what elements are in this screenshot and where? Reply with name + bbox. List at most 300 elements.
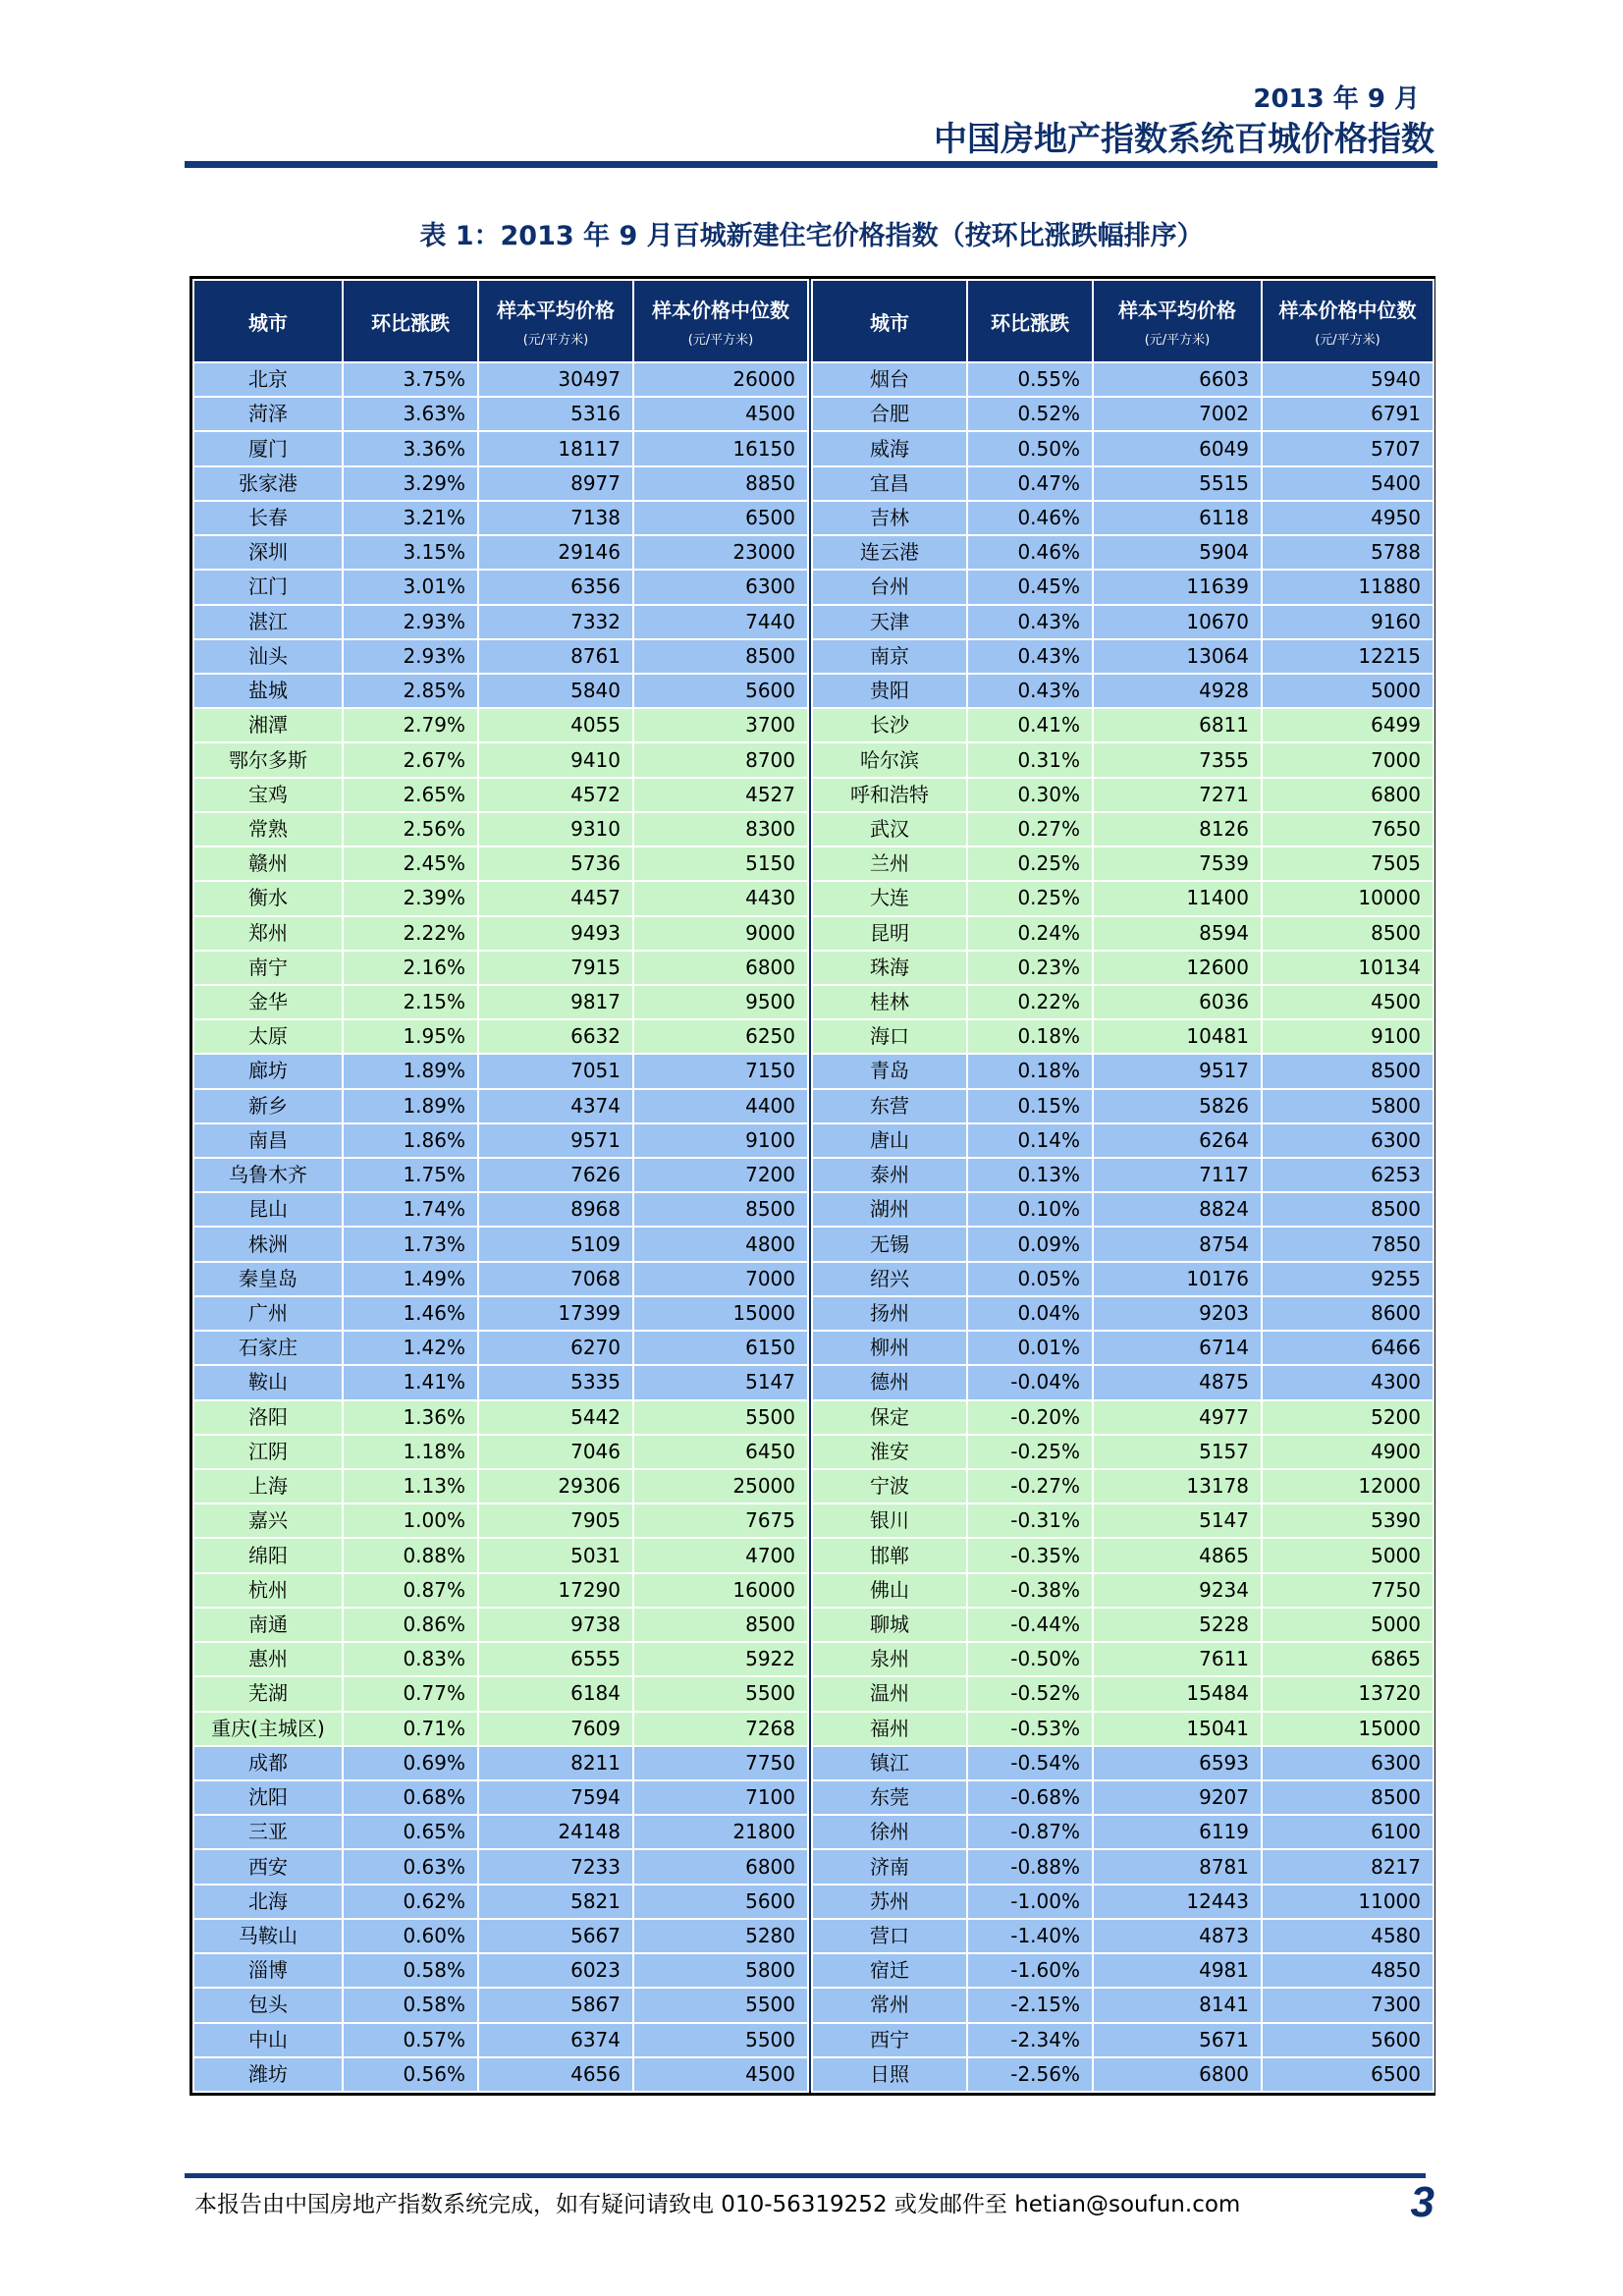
cell-avg-price: 6800: [1093, 2057, 1262, 2092]
cell-avg-price: 8968: [478, 1192, 633, 1227]
cell-city: 宿迁: [812, 1953, 967, 1988]
cell-median-price: 5400: [1262, 466, 1434, 501]
table-row: [193, 847, 1434, 881]
cell-city: 营口: [812, 1919, 967, 1953]
cell-avg-price: 11400: [1093, 881, 1262, 915]
cell-avg-price: 15484: [1093, 1676, 1262, 1711]
cell-median-price: 6150: [633, 1331, 808, 1365]
cell-median-price: 6250: [633, 1019, 808, 1054]
cell-change: 0.45%: [967, 570, 1093, 604]
cell-city: 昆明: [812, 916, 967, 951]
cell-median-price: 5147: [633, 1365, 808, 1399]
cell-change: 2.85%: [343, 674, 478, 708]
cell-change: 0.18%: [967, 1019, 1093, 1054]
cell-median-price: 5000: [1262, 674, 1434, 708]
cell-median-price: 8500: [633, 639, 808, 674]
cell-change: 2.15%: [343, 985, 478, 1019]
cell-avg-price: 5031: [478, 1538, 633, 1572]
cell-median-price: 8850: [633, 466, 808, 501]
cell-city: 东莞: [812, 1780, 967, 1815]
cell-change: -2.34%: [967, 2023, 1093, 2057]
cell-avg-price: 5840: [478, 674, 633, 708]
cell-median-price: 7750: [1262, 1573, 1434, 1608]
header-divider: [185, 161, 1437, 168]
cell-change: 2.39%: [343, 881, 478, 915]
cell-change: 0.50%: [967, 431, 1093, 465]
cell-median-price: 11880: [1262, 570, 1434, 604]
price-index-table: [189, 276, 1435, 2096]
col-header-avg-price: 样本平均价格 (元/平方米): [1093, 280, 1262, 362]
cell-avg-price: 7915: [478, 951, 633, 985]
cell-change: 0.25%: [967, 847, 1093, 881]
cell-median-price: 4700: [633, 1538, 808, 1572]
cell-avg-price: 30497: [478, 362, 633, 397]
cell-avg-price: 7002: [1093, 397, 1262, 431]
cell-median-price: 9100: [1262, 1019, 1434, 1054]
table-row: [193, 1573, 1434, 1608]
cell-median-price: 8500: [1262, 1780, 1434, 1815]
cell-change: 0.52%: [967, 397, 1093, 431]
cell-city: 淮安: [812, 1435, 967, 1469]
table-row: [193, 1503, 1434, 1538]
cell-avg-price: 5867: [478, 1988, 633, 2022]
cell-change: 0.10%: [967, 1192, 1093, 1227]
cell-avg-price: 6356: [478, 570, 633, 604]
cell-avg-price: 7117: [1093, 1158, 1262, 1192]
cell-city: 泉州: [812, 1642, 967, 1676]
cell-city: 赣州: [193, 847, 343, 881]
cell-city: 南京: [812, 639, 967, 674]
cell-city: 江阴: [193, 1435, 343, 1469]
cell-median-price: 9160: [1262, 605, 1434, 639]
cell-city: 南通: [193, 1608, 343, 1642]
cell-change: -0.44%: [967, 1608, 1093, 1642]
table-row: [193, 1158, 1434, 1192]
cell-median-price: 5600: [633, 674, 808, 708]
cell-avg-price: 5109: [478, 1227, 633, 1261]
cell-change: 1.49%: [343, 1262, 478, 1296]
cell-avg-price: 4374: [478, 1089, 633, 1123]
cell-median-price: 8300: [633, 812, 808, 847]
cell-city: 聊城: [812, 1608, 967, 1642]
cell-change: 0.23%: [967, 951, 1093, 985]
cell-change: 0.41%: [967, 708, 1093, 742]
cell-change: 0.77%: [343, 1676, 478, 1711]
cell-median-price: 13720: [1262, 1676, 1434, 1711]
table-row: [193, 1815, 1434, 1849]
cell-median-price: 6100: [1262, 1815, 1434, 1849]
cell-city: 徐州: [812, 1815, 967, 1849]
cell-median-price: 6865: [1262, 1642, 1434, 1676]
cell-city: 呼和浩特: [812, 778, 967, 812]
table-row: [193, 501, 1434, 535]
cell-change: 0.24%: [967, 916, 1093, 951]
cell-city: 鞍山: [193, 1365, 343, 1399]
cell-city: 常州: [812, 1988, 967, 2022]
cell-change: 3.21%: [343, 501, 478, 535]
cell-change: 1.13%: [343, 1469, 478, 1503]
cell-median-price: 6300: [633, 570, 808, 604]
cell-avg-price: 9817: [478, 985, 633, 1019]
cell-avg-price: 9310: [478, 812, 633, 847]
cell-change: 0.69%: [343, 1746, 478, 1780]
cell-city: 包头: [193, 1988, 343, 2022]
cell-avg-price: 5671: [1093, 2023, 1262, 2057]
col-header-change: 环比涨跌: [343, 280, 478, 362]
table-row: [193, 742, 1434, 777]
cell-city: 无锡: [812, 1227, 967, 1261]
cell-median-price: 6800: [633, 1849, 808, 1884]
cell-change: 0.15%: [967, 1089, 1093, 1123]
cell-city: 汕头: [193, 639, 343, 674]
cell-median-price: 8500: [633, 1608, 808, 1642]
cell-change: 1.18%: [343, 1435, 478, 1469]
cell-city: 厦门: [193, 431, 343, 465]
cell-city: 烟台: [812, 362, 967, 397]
cell-avg-price: 7332: [478, 605, 633, 639]
cell-avg-price: 9493: [478, 916, 633, 951]
cell-change: 2.93%: [343, 605, 478, 639]
table-row: [193, 812, 1434, 847]
cell-change: -0.50%: [967, 1642, 1093, 1676]
table-row: [193, 1400, 1434, 1435]
cell-change: -0.53%: [967, 1712, 1093, 1746]
cell-median-price: 9500: [633, 985, 808, 1019]
cell-avg-price: 5335: [478, 1365, 633, 1399]
cell-city: 银川: [812, 1503, 967, 1538]
cell-city: 佛山: [812, 1573, 967, 1608]
report-title: 中国房地产指数系统百城价格指数: [934, 120, 1434, 159]
cell-city: 郑州: [193, 916, 343, 951]
cell-city: 三亚: [193, 1815, 343, 1849]
cell-change: 0.62%: [343, 1885, 478, 1919]
table-row: [193, 605, 1434, 639]
cell-median-price: 8500: [1262, 1192, 1434, 1227]
cell-median-price: 26000: [633, 362, 808, 397]
table-row: [193, 1642, 1434, 1676]
table-row: [193, 535, 1434, 570]
cell-median-price: 8500: [1262, 916, 1434, 951]
table-row: [193, 1435, 1434, 1469]
cell-change: -1.00%: [967, 1885, 1093, 1919]
cell-city: 保定: [812, 1400, 967, 1435]
cell-avg-price: 5667: [478, 1919, 633, 1953]
cell-change: 3.29%: [343, 466, 478, 501]
cell-city: 菏泽: [193, 397, 343, 431]
cell-change: -2.15%: [967, 1988, 1093, 2022]
cell-avg-price: 13178: [1093, 1469, 1262, 1503]
cell-avg-price: 7611: [1093, 1642, 1262, 1676]
cell-change: 1.95%: [343, 1019, 478, 1054]
cell-change: 0.56%: [343, 2057, 478, 2092]
cell-city: 淄博: [193, 1953, 343, 1988]
cell-avg-price: 9203: [1093, 1296, 1262, 1331]
cell-avg-price: 10481: [1093, 1019, 1262, 1054]
cell-avg-price: 6593: [1093, 1746, 1262, 1780]
cell-city: 北海: [193, 1885, 343, 1919]
cell-median-price: 5500: [633, 1988, 808, 2022]
table-caption: 表 1：2013 年 9 月百城新建住宅价格指数（按环比涨跌幅排序）: [419, 221, 1204, 251]
cell-city: 宝鸡: [193, 778, 343, 812]
cell-median-price: 5150: [633, 847, 808, 881]
col-header-median-price: 样本价格中位数 (元/平方米): [633, 280, 808, 362]
cell-median-price: 5200: [1262, 1400, 1434, 1435]
cell-city: 成都: [193, 1746, 343, 1780]
cell-change: 0.22%: [967, 985, 1093, 1019]
cell-city: 济南: [812, 1849, 967, 1884]
table-row: [193, 639, 1434, 674]
cell-median-price: 6500: [1262, 2057, 1434, 2092]
cell-city: 江门: [193, 570, 343, 604]
table-row: [193, 1780, 1434, 1815]
cell-avg-price: 4981: [1093, 1953, 1262, 1988]
cell-median-price: 16150: [633, 431, 808, 465]
cell-change: 2.93%: [343, 639, 478, 674]
cell-change: 0.63%: [343, 1849, 478, 1884]
footer-divider: [185, 2173, 1426, 2178]
cell-avg-price: 13064: [1093, 639, 1262, 674]
cell-median-price: 7850: [1262, 1227, 1434, 1261]
cell-change: -0.25%: [967, 1435, 1093, 1469]
table-row: [193, 1676, 1434, 1711]
cell-change: 0.57%: [343, 2023, 478, 2057]
cell-avg-price: 24148: [478, 1815, 633, 1849]
cell-median-price: 7505: [1262, 847, 1434, 881]
table-row: [193, 466, 1434, 501]
cell-avg-price: 5316: [478, 397, 633, 431]
cell-city: 重庆(主城区): [193, 1712, 343, 1746]
cell-avg-price: 9234: [1093, 1573, 1262, 1608]
cell-median-price: 8700: [633, 742, 808, 777]
cell-city: 哈尔滨: [812, 742, 967, 777]
cell-change: -0.20%: [967, 1400, 1093, 1435]
cell-avg-price: 8126: [1093, 812, 1262, 847]
cell-city: 威海: [812, 431, 967, 465]
table-row: [193, 1262, 1434, 1296]
cell-median-price: 6800: [1262, 778, 1434, 812]
cell-change: 0.86%: [343, 1608, 478, 1642]
cell-median-price: 5500: [633, 2023, 808, 2057]
table-row: [193, 916, 1434, 951]
cell-city: 兰州: [812, 847, 967, 881]
cell-median-price: 12000: [1262, 1469, 1434, 1503]
cell-change: 3.36%: [343, 431, 478, 465]
cell-avg-price: 7609: [478, 1712, 633, 1746]
cell-change: 3.63%: [343, 397, 478, 431]
cell-avg-price: 4055: [478, 708, 633, 742]
table-row: [193, 1885, 1434, 1919]
cell-change: -0.54%: [967, 1746, 1093, 1780]
cell-change: 0.30%: [967, 778, 1093, 812]
cell-city: 南昌: [193, 1123, 343, 1158]
cell-city: 广州: [193, 1296, 343, 1331]
cell-change: -0.52%: [967, 1676, 1093, 1711]
cell-median-price: 7750: [633, 1746, 808, 1780]
cell-median-price: 10000: [1262, 881, 1434, 915]
cell-median-price: 12215: [1262, 639, 1434, 674]
cell-change: 2.56%: [343, 812, 478, 847]
col-header-city: 城市: [812, 280, 967, 362]
cell-city: 张家港: [193, 466, 343, 501]
cell-change: -0.88%: [967, 1849, 1093, 1884]
cell-city: 乌鲁木齐: [193, 1158, 343, 1192]
cell-median-price: 5000: [1262, 1538, 1434, 1572]
cell-median-price: 4500: [633, 2057, 808, 2092]
cell-median-price: 9255: [1262, 1262, 1434, 1296]
cell-avg-price: 10176: [1093, 1262, 1262, 1296]
cell-avg-price: 8211: [478, 1746, 633, 1780]
cell-change: 3.75%: [343, 362, 478, 397]
cell-city: 柳州: [812, 1331, 967, 1365]
cell-city: 珠海: [812, 951, 967, 985]
cell-city: 台州: [812, 570, 967, 604]
page-number: 3: [1410, 2178, 1434, 2226]
cell-median-price: 15000: [633, 1296, 808, 1331]
cell-change: 2.16%: [343, 951, 478, 985]
cell-city: 湖州: [812, 1192, 967, 1227]
cell-change: 0.04%: [967, 1296, 1093, 1331]
cell-city: 天津: [812, 605, 967, 639]
cell-city: 大连: [812, 881, 967, 915]
cell-change: 2.22%: [343, 916, 478, 951]
cell-city: 唐山: [812, 1123, 967, 1158]
cell-avg-price: 4656: [478, 2057, 633, 2092]
cell-city: 嘉兴: [193, 1503, 343, 1538]
cell-avg-price: 4865: [1093, 1538, 1262, 1572]
cell-change: 1.41%: [343, 1365, 478, 1399]
cell-city: 鄂尔多斯: [193, 742, 343, 777]
cell-change: 0.87%: [343, 1573, 478, 1608]
cell-city: 武汉: [812, 812, 967, 847]
cell-median-price: 11000: [1262, 1885, 1434, 1919]
cell-city: 惠州: [193, 1642, 343, 1676]
cell-change: 1.46%: [343, 1296, 478, 1331]
cell-median-price: 5390: [1262, 1503, 1434, 1538]
cell-avg-price: 7539: [1093, 847, 1262, 881]
report-date: 2013 年 9 月: [1253, 84, 1420, 114]
table-row: [193, 1712, 1434, 1746]
cell-change: 0.27%: [967, 812, 1093, 847]
cell-avg-price: 8977: [478, 466, 633, 501]
cell-change: 0.01%: [967, 1331, 1093, 1365]
cell-median-price: 5500: [633, 1676, 808, 1711]
table-row: [193, 1296, 1434, 1331]
cell-median-price: 6500: [633, 501, 808, 535]
cell-city: 湛江: [193, 605, 343, 639]
cell-median-price: 5600: [1262, 2023, 1434, 2057]
cell-median-price: 4527: [633, 778, 808, 812]
cell-median-price: 6800: [633, 951, 808, 985]
cell-avg-price: 4457: [478, 881, 633, 915]
cell-median-price: 8217: [1262, 1849, 1434, 1884]
cell-change: 1.75%: [343, 1158, 478, 1192]
cell-median-price: 15000: [1262, 1712, 1434, 1746]
cell-avg-price: 5157: [1093, 1435, 1262, 1469]
cell-avg-price: 9517: [1093, 1054, 1262, 1088]
cell-avg-price: 7233: [478, 1849, 633, 1884]
cell-city: 合肥: [812, 397, 967, 431]
cell-avg-price: 4928: [1093, 674, 1262, 708]
cell-change: -0.35%: [967, 1538, 1093, 1572]
cell-city: 吉林: [812, 501, 967, 535]
cell-median-price: 3700: [633, 708, 808, 742]
cell-avg-price: 10670: [1093, 605, 1262, 639]
cell-avg-price: 7271: [1093, 778, 1262, 812]
cell-city: 连云港: [812, 535, 967, 570]
cell-avg-price: 17290: [478, 1573, 633, 1608]
cell-median-price: 6466: [1262, 1331, 1434, 1365]
cell-avg-price: 9738: [478, 1608, 633, 1642]
cell-city: 南宁: [193, 951, 343, 985]
cell-city: 东营: [812, 1089, 967, 1123]
cell-avg-price: 9571: [478, 1123, 633, 1158]
cell-change: -0.31%: [967, 1503, 1093, 1538]
cell-median-price: 8600: [1262, 1296, 1434, 1331]
cell-change: 0.14%: [967, 1123, 1093, 1158]
cell-avg-price: 6714: [1093, 1331, 1262, 1365]
cell-median-price: 23000: [633, 535, 808, 570]
cell-avg-price: 7051: [478, 1054, 633, 1088]
cell-city: 衡水: [193, 881, 343, 915]
cell-city: 日照: [812, 2057, 967, 2092]
cell-avg-price: 11639: [1093, 570, 1262, 604]
cell-city: 太原: [193, 1019, 343, 1054]
cell-change: 3.01%: [343, 570, 478, 604]
cell-change: 1.74%: [343, 1192, 478, 1227]
cell-median-price: 7200: [633, 1158, 808, 1192]
cell-avg-price: 17399: [478, 1296, 633, 1331]
cell-city: 福州: [812, 1712, 967, 1746]
table-row: [193, 362, 1434, 397]
cell-change: 0.58%: [343, 1988, 478, 2022]
cell-median-price: 5280: [633, 1919, 808, 1953]
cell-avg-price: 5442: [478, 1400, 633, 1435]
cell-city: 深圳: [193, 535, 343, 570]
cell-median-price: 5600: [633, 1885, 808, 1919]
cell-city: 苏州: [812, 1885, 967, 1919]
table-row: [193, 708, 1434, 742]
cell-change: 1.73%: [343, 1227, 478, 1261]
cell-change: 1.86%: [343, 1123, 478, 1158]
cell-median-price: 4300: [1262, 1365, 1434, 1399]
cell-median-price: 5000: [1262, 1608, 1434, 1642]
cell-median-price: 9100: [633, 1123, 808, 1158]
table-row: [193, 2057, 1434, 2092]
cell-change: 0.31%: [967, 742, 1093, 777]
cell-median-price: 4900: [1262, 1435, 1434, 1469]
cell-change: -0.68%: [967, 1780, 1093, 1815]
cell-change: 2.79%: [343, 708, 478, 742]
cell-change: -1.40%: [967, 1919, 1093, 1953]
table-row: [193, 778, 1434, 812]
cell-median-price: 7650: [1262, 812, 1434, 847]
cell-median-price: 7300: [1262, 1988, 1434, 2022]
cell-avg-price: 4572: [478, 778, 633, 812]
table-row: [193, 1054, 1434, 1088]
cell-avg-price: 12443: [1093, 1885, 1262, 1919]
cell-change: 1.42%: [343, 1331, 478, 1365]
cell-avg-price: 6264: [1093, 1123, 1262, 1158]
cell-change: 0.25%: [967, 881, 1093, 915]
cell-median-price: 5800: [633, 1953, 808, 1988]
cell-city: 潍坊: [193, 2057, 343, 2092]
table-row: [193, 431, 1434, 465]
table-row: [193, 674, 1434, 708]
cell-median-price: 8500: [1262, 1054, 1434, 1088]
cell-change: 3.15%: [343, 535, 478, 570]
cell-change: 0.05%: [967, 1262, 1093, 1296]
cell-change: -0.27%: [967, 1469, 1093, 1503]
